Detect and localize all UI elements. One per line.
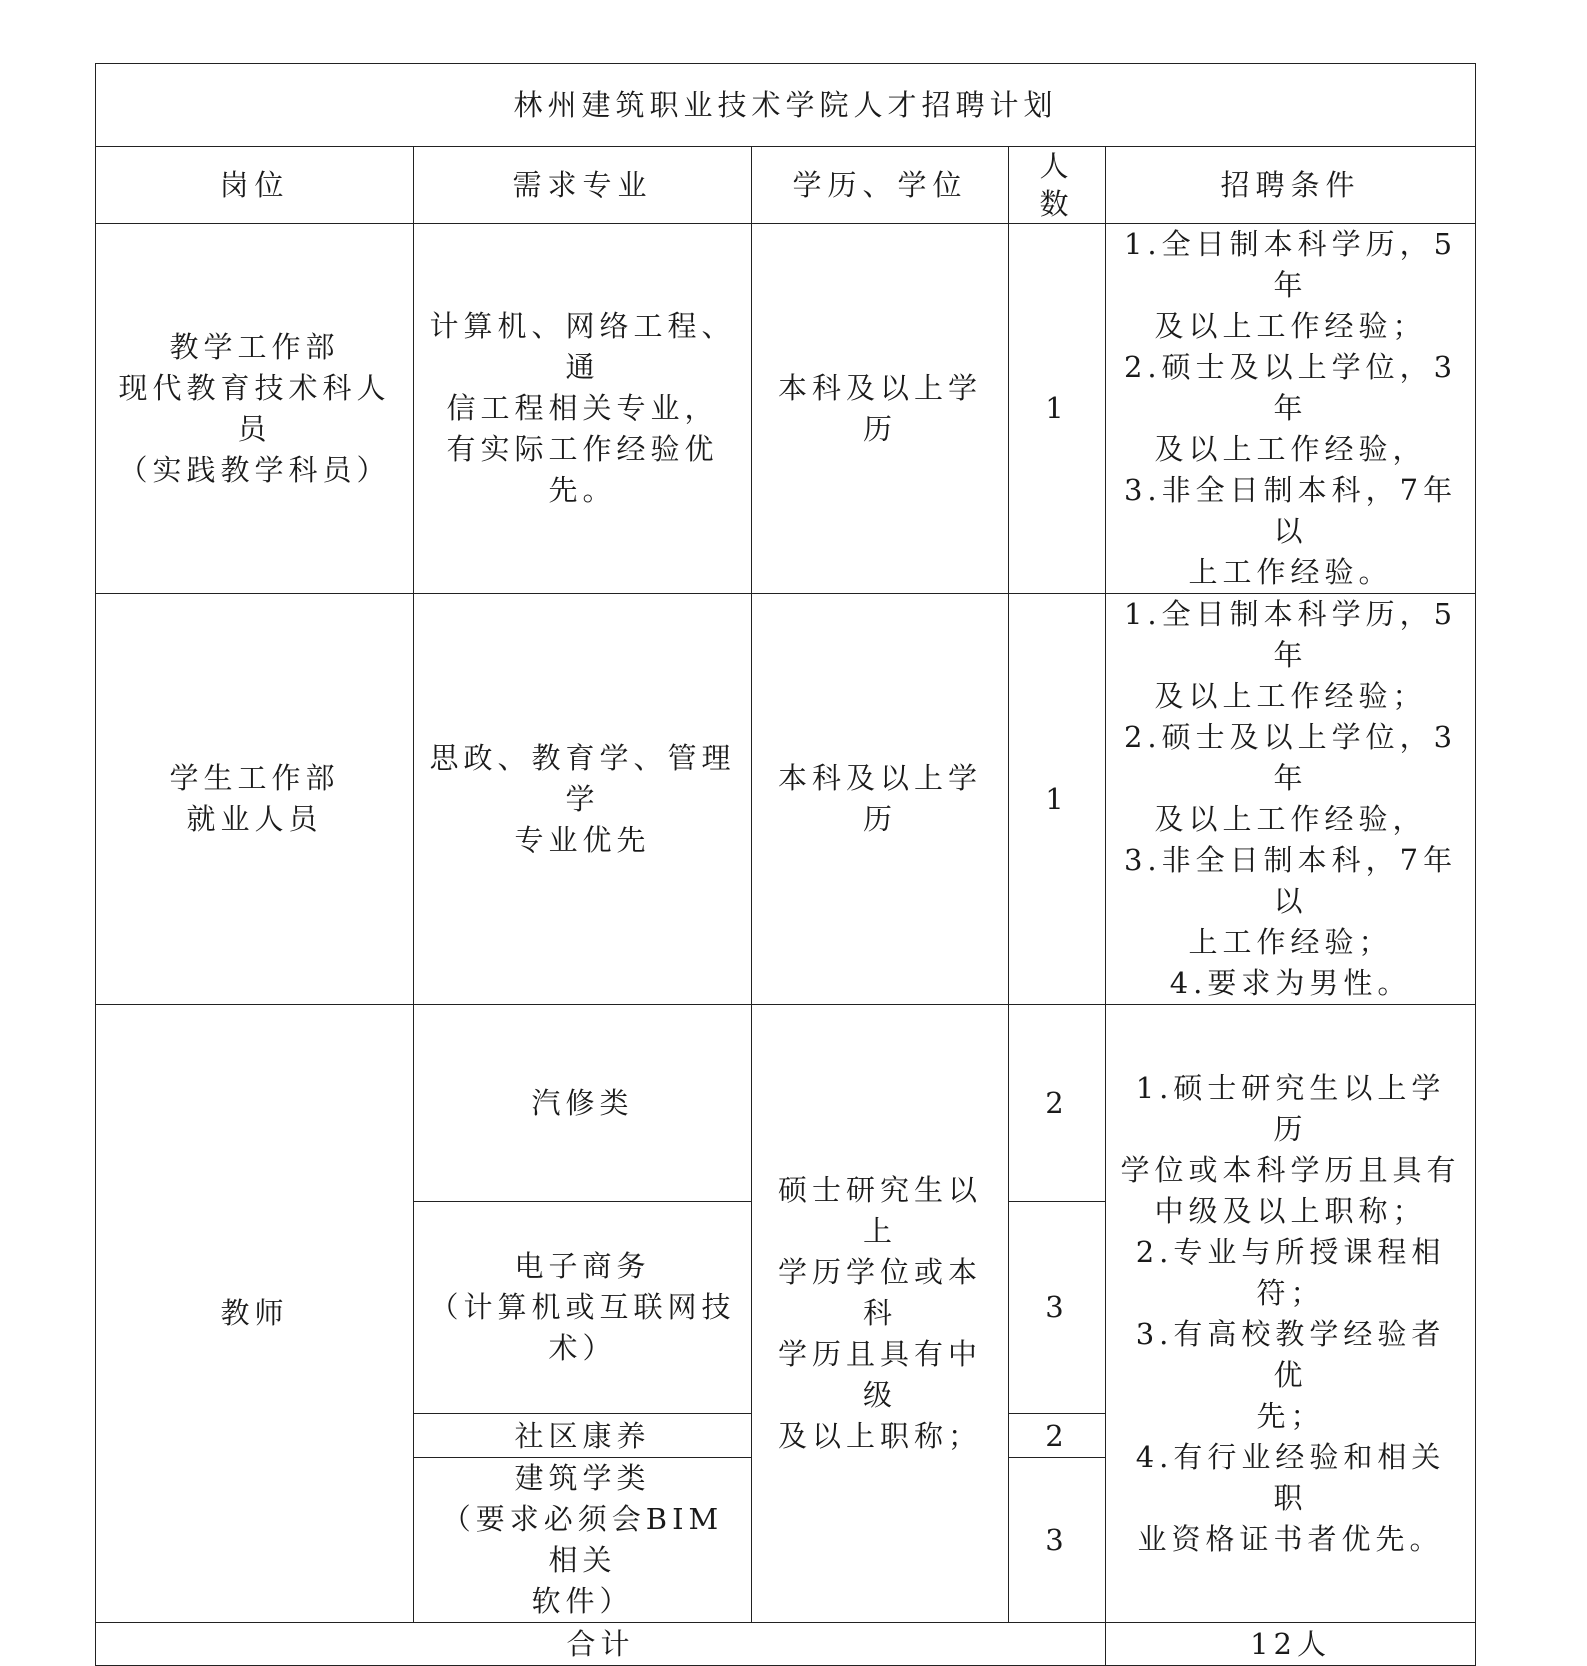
text-line: 建筑学类 [514,1461,651,1495]
text-line: 2.硕士及以上学位，3年 [1123,350,1458,425]
text-line: 计算机、网络工程、通 [429,309,736,384]
teacher-degree-cell [752,1005,1009,1623]
text-line: 2.硕士及以上学位，3年 [1123,720,1458,795]
text-line: 及以上工作经验； [1154,679,1427,713]
text-line: 2.专业与所授课程相符； [1135,1234,1446,1310]
text-line: 信工程相关专业， [446,391,719,425]
conditions-cell [1106,594,1476,1005]
text-line: 及以上工作经验； [1154,309,1427,343]
text-line: 业资格证书者优先。 [1137,1521,1444,1556]
recruitment-plan-table [95,63,1476,1666]
text-line: 4.有行业经验和相关职 [1135,1439,1446,1515]
text-line: 学生工作部 [169,761,340,795]
text-line: 就业人员 [186,802,323,836]
position-cell [96,594,414,1005]
text-line: 专业优先 [514,822,651,857]
text-line: 1.硕士研究生以上学历 [1135,1070,1446,1146]
text-line: 电子商务 [514,1249,651,1283]
total-value: 12人 [1106,1623,1476,1666]
teacher-count-cell: 3 [1009,1458,1106,1623]
recruitment-plan-document [95,63,1475,1666]
teacher-major-cell [414,1414,752,1458]
text-line: 3.非全日制本科，7年以 [1123,843,1458,918]
text-line: 中级及以上职称； [1154,1193,1427,1228]
degree-cell: 本科及以上学历 [752,224,1009,594]
text-line: 学历且具有中级 [777,1337,982,1412]
text-line: （实践教学科员） [118,452,391,487]
text-line: 3.非全日制本科，7年以 [1123,473,1458,548]
text-line: 1.全日制本科学历，5年 [1123,227,1458,302]
teacher-conditions-cell [1106,1005,1476,1623]
text-line: （要求必须会BIM相关 [441,1502,724,1577]
teacher-position-cell: 教师 [96,1005,414,1623]
table-row [96,224,1476,594]
document-title: 林州建筑职业技术学院人才招聘计划 [96,64,1476,147]
teacher-count-cell: 2 [1009,1005,1106,1202]
text-line: 及以上职称； [777,1419,982,1453]
teacher-major-cell [414,1202,752,1414]
teacher-major-cell [414,1005,752,1202]
text-line: 3.有高校教学经验者优 [1135,1316,1446,1392]
count-cell: 1 [1009,224,1106,594]
text-line: 汽修类 [531,1085,634,1120]
count-cell: 1 [1009,594,1106,1005]
position-cell [96,224,414,594]
table-row [96,594,1476,1005]
text-line: 有实际工作经验优先。 [446,432,719,507]
header-conditions: 招聘条件 [1106,147,1476,224]
total-row [96,1623,1476,1666]
text-line: 术） [548,1331,617,1365]
header-major: 需求专业 [414,147,752,224]
text-line: （计算机或互联网技 [429,1290,736,1324]
text-line: 4.要求为男性。 [1169,966,1412,1000]
header-degree: 学历、学位 [752,147,1009,224]
table-header-row [96,147,1476,224]
text-line: 硕士研究生以上 [777,1173,982,1248]
text-line: 1.全日制本科学历，5年 [1123,597,1458,672]
text-line: 教学工作部 [169,329,340,364]
table-row [96,1005,1476,1202]
text-line: 思政、教育学、管理学 [429,740,736,816]
text-line: 学位或本科学历且具有 [1120,1152,1461,1187]
degree-cell: 本科及以上学历 [752,594,1009,1005]
text-line: 先； [1256,1398,1325,1433]
teacher-count-cell: 2 [1009,1414,1106,1458]
header-count: 人数 [1009,147,1106,224]
text-line: 学历学位或本科 [777,1255,982,1330]
header-position: 岗位 [96,147,414,224]
text-line: 软件） [531,1584,634,1618]
text-line: 上工作经验； [1188,925,1393,959]
major-cell [414,594,752,1005]
text-line: 现代教育技术科人员 [118,370,391,446]
major-cell [414,224,752,594]
teacher-count-cell: 3 [1009,1202,1106,1414]
total-label: 合计 [96,1623,1106,1666]
text-line: 及以上工作经验， [1154,802,1427,836]
teacher-major-cell [414,1458,752,1623]
conditions-cell [1106,224,1476,594]
text-line: 社区康养 [514,1418,651,1453]
text-line: 及以上工作经验， [1154,432,1427,466]
text-line: 上工作经验。 [1188,555,1393,589]
